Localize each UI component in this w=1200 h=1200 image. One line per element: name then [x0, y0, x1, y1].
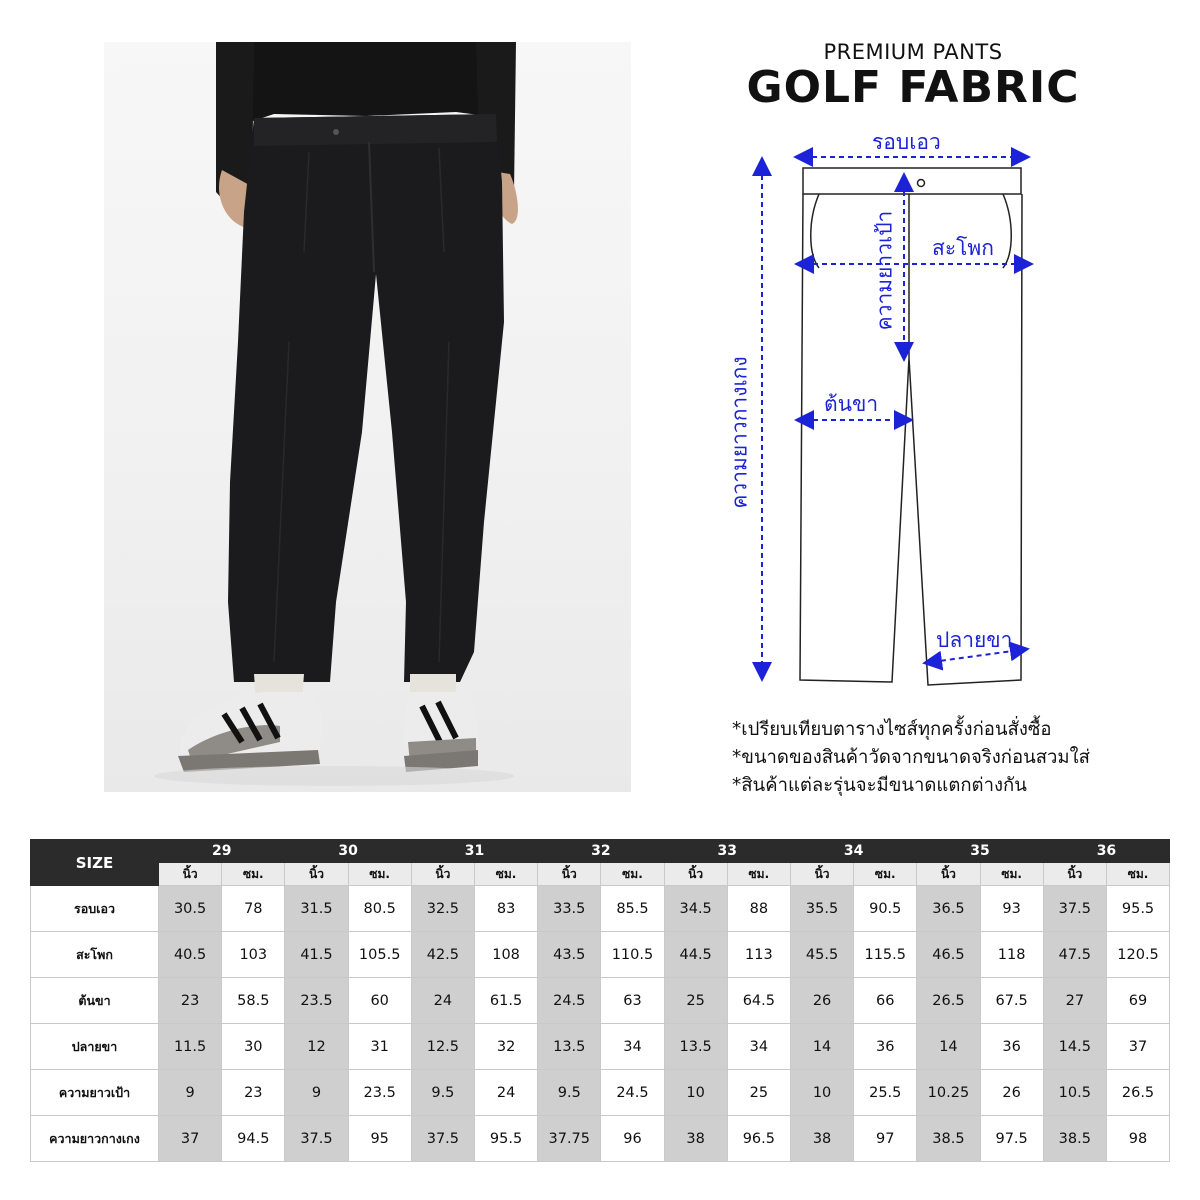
- cell-inch: 10.5: [1043, 1070, 1106, 1116]
- size-notes: [732, 716, 1192, 800]
- product-title: GOLF FABRIC: [746, 62, 1080, 113]
- note-line: *สินค้าแต่ละรุ่นจะมีขนาดแตกต่างกัน: [732, 775, 1027, 796]
- unit-cm-header: ซม.: [348, 863, 411, 886]
- table-row: [31, 978, 1170, 1024]
- cell-inch: 33.5: [538, 886, 601, 932]
- cell-inch: 40.5: [159, 932, 222, 978]
- cell-cm: 30: [222, 1024, 285, 1070]
- cell-inch: 38: [664, 1116, 727, 1162]
- cell-inch: 23.5: [285, 978, 348, 1024]
- cell-inch: 34.5: [664, 886, 727, 932]
- table-row: [31, 1116, 1170, 1162]
- row-label: สะโพก: [31, 932, 159, 978]
- row-label: ความยาวเป้า: [31, 1070, 159, 1116]
- cell-cm: 120.5: [1106, 932, 1169, 978]
- cell-cm: 23: [222, 1070, 285, 1116]
- cell-inch: 47.5: [1043, 932, 1106, 978]
- cell-inch: 24.5: [538, 978, 601, 1024]
- cell-inch: 37: [159, 1116, 222, 1162]
- cell-cm: 66: [854, 978, 917, 1024]
- cell-inch: 9: [159, 1070, 222, 1116]
- size-column-header: 32: [538, 840, 664, 863]
- cell-inch: 26: [790, 978, 853, 1024]
- unit-inch-header: นิ้ว: [1043, 863, 1106, 886]
- cell-inch: 38: [790, 1116, 853, 1162]
- cell-inch: 41.5: [285, 932, 348, 978]
- cell-cm: 24.5: [601, 1070, 664, 1116]
- unit-inch-header: นิ้ว: [285, 863, 348, 886]
- cell-cm: 103: [222, 932, 285, 978]
- cell-cm: 37: [1106, 1024, 1169, 1070]
- cell-cm: 95.5: [474, 1116, 537, 1162]
- cell-cm: 58.5: [222, 978, 285, 1024]
- size-column-header: 34: [790, 840, 916, 863]
- hip-label: สะโพก: [932, 236, 994, 260]
- cell-inch: 42.5: [411, 932, 474, 978]
- cell-inch: 11.5: [159, 1024, 222, 1070]
- cell-cm: 31: [348, 1024, 411, 1070]
- size-header: SIZE: [31, 840, 159, 886]
- cell-cm: 115.5: [854, 932, 917, 978]
- cell-inch: 10: [790, 1070, 853, 1116]
- cell-cm: 60: [348, 978, 411, 1024]
- row-label: ปลายขา: [31, 1024, 159, 1070]
- cell-cm: 110.5: [601, 932, 664, 978]
- size-column-header: 31: [411, 840, 537, 863]
- cell-cm: 113: [727, 932, 790, 978]
- unit-inch-header: นิ้ว: [411, 863, 474, 886]
- size-column-header: 33: [664, 840, 790, 863]
- cell-cm: 26.5: [1106, 1070, 1169, 1116]
- table-row: [31, 932, 1170, 978]
- cell-inch: 36.5: [917, 886, 980, 932]
- row-label: ความยาวกางเกง: [31, 1116, 159, 1162]
- cell-inch: 31.5: [285, 886, 348, 932]
- cell-cm: 25.5: [854, 1070, 917, 1116]
- unit-cm-header: ซม.: [1106, 863, 1169, 886]
- unit-cm-header: ซม.: [727, 863, 790, 886]
- row-label: รอบเอว: [31, 886, 159, 932]
- cell-cm: 98: [1106, 1116, 1169, 1162]
- cell-cm: 93: [980, 886, 1043, 932]
- note-line: *ขนาดของสินค้าวัดจากขนาดจริงก่อนสวมใส่: [732, 747, 1090, 768]
- cell-cm: 83: [474, 886, 537, 932]
- cell-cm: 36: [854, 1024, 917, 1070]
- unit-cm-header: ซม.: [474, 863, 537, 886]
- pants-measurement-diagram: [720, 120, 1080, 700]
- cell-inch: 9.5: [538, 1070, 601, 1116]
- unit-inch-header: นิ้ว: [790, 863, 853, 886]
- cell-inch: 10.25: [917, 1070, 980, 1116]
- unit-inch-header: นิ้ว: [538, 863, 601, 886]
- cell-inch: 23: [159, 978, 222, 1024]
- cell-cm: 88: [727, 886, 790, 932]
- cell-inch: 37.5: [1043, 886, 1106, 932]
- product-photo: [104, 42, 631, 792]
- size-column-header: 29: [159, 840, 285, 863]
- cell-cm: 24: [474, 1070, 537, 1116]
- length-label: ความยาวกางเกง: [727, 356, 752, 509]
- cell-cm: 97: [854, 1116, 917, 1162]
- cell-cm: 95.5: [1106, 886, 1169, 932]
- cell-inch: 12: [285, 1024, 348, 1070]
- row-label: ต้นขา: [31, 978, 159, 1024]
- size-column-header: 30: [285, 840, 411, 863]
- unit-cm-header: ซม.: [980, 863, 1043, 886]
- cell-inch: 9: [285, 1070, 348, 1116]
- cell-cm: 32: [474, 1024, 537, 1070]
- cell-inch: 12.5: [411, 1024, 474, 1070]
- cell-inch: 10: [664, 1070, 727, 1116]
- cell-inch: 37.5: [285, 1116, 348, 1162]
- cell-cm: 118: [980, 932, 1043, 978]
- cell-inch: 14: [790, 1024, 853, 1070]
- cell-inch: 14.5: [1043, 1024, 1106, 1070]
- cell-inch: 25: [664, 978, 727, 1024]
- cell-inch: 9.5: [411, 1070, 474, 1116]
- cell-cm: 80.5: [348, 886, 411, 932]
- cell-inch: 38.5: [1043, 1116, 1106, 1162]
- cell-cm: 61.5: [474, 978, 537, 1024]
- size-column-header: 36: [1043, 840, 1169, 863]
- cell-cm: 90.5: [854, 886, 917, 932]
- cell-inch: 27: [1043, 978, 1106, 1024]
- cell-inch: 13.5: [538, 1024, 601, 1070]
- cell-cm: 96: [601, 1116, 664, 1162]
- unit-cm-header: ซม.: [601, 863, 664, 886]
- cell-cm: 108: [474, 932, 537, 978]
- cell-inch: 14: [917, 1024, 980, 1070]
- cell-cm: 67.5: [980, 978, 1043, 1024]
- unit-inch-header: นิ้ว: [917, 863, 980, 886]
- thigh-label: ต้นขา: [824, 392, 879, 416]
- cell-cm: 25: [727, 1070, 790, 1116]
- cell-cm: 34: [601, 1024, 664, 1070]
- table-row: [31, 1024, 1170, 1070]
- cell-inch: 32.5: [411, 886, 474, 932]
- cell-cm: 78: [222, 886, 285, 932]
- cell-inch: 37.75: [538, 1116, 601, 1162]
- cell-cm: 26: [980, 1070, 1043, 1116]
- cell-cm: 36: [980, 1024, 1043, 1070]
- cell-inch: 35.5: [790, 886, 853, 932]
- cell-cm: 97.5: [980, 1116, 1043, 1162]
- cell-cm: 69: [1106, 978, 1169, 1024]
- cell-cm: 105.5: [348, 932, 411, 978]
- cell-cm: 34: [727, 1024, 790, 1070]
- cell-inch: 37.5: [411, 1116, 474, 1162]
- cell-inch: 44.5: [664, 932, 727, 978]
- cell-inch: 38.5: [917, 1116, 980, 1162]
- size-column-header: 35: [917, 840, 1043, 863]
- unit-cm-header: ซม.: [854, 863, 917, 886]
- product-subtitle: PREMIUM PANTS: [823, 40, 1003, 64]
- cell-cm: 96.5: [727, 1116, 790, 1162]
- table-row: [31, 886, 1170, 932]
- waist-label: รอบเอว: [872, 130, 941, 154]
- cell-cm: 23.5: [348, 1070, 411, 1116]
- cell-inch: 13.5: [664, 1024, 727, 1070]
- cell-inch: 24: [411, 978, 474, 1024]
- cell-inch: 45.5: [790, 932, 853, 978]
- size-chart-table: [30, 839, 1170, 1162]
- cell-cm: 64.5: [727, 978, 790, 1024]
- cell-cm: 94.5: [222, 1116, 285, 1162]
- hem-label: ปลายขา: [936, 628, 1013, 652]
- cell-cm: 95: [348, 1116, 411, 1162]
- note-line: *เปรียบเทียบตารางไซส์ทุกครั้งก่อนสั่งซื้อ: [732, 719, 1052, 740]
- table-row: [31, 1070, 1170, 1116]
- unit-inch-header: นิ้ว: [664, 863, 727, 886]
- cell-inch: 26.5: [917, 978, 980, 1024]
- cell-inch: 30.5: [159, 886, 222, 932]
- unit-cm-header: ซม.: [222, 863, 285, 886]
- cell-cm: 63: [601, 978, 664, 1024]
- cell-inch: 43.5: [538, 932, 601, 978]
- cell-cm: 85.5: [601, 886, 664, 932]
- unit-inch-header: นิ้ว: [159, 863, 222, 886]
- rise-label: ความยาวเป้า: [872, 210, 897, 331]
- cell-inch: 46.5: [917, 932, 980, 978]
